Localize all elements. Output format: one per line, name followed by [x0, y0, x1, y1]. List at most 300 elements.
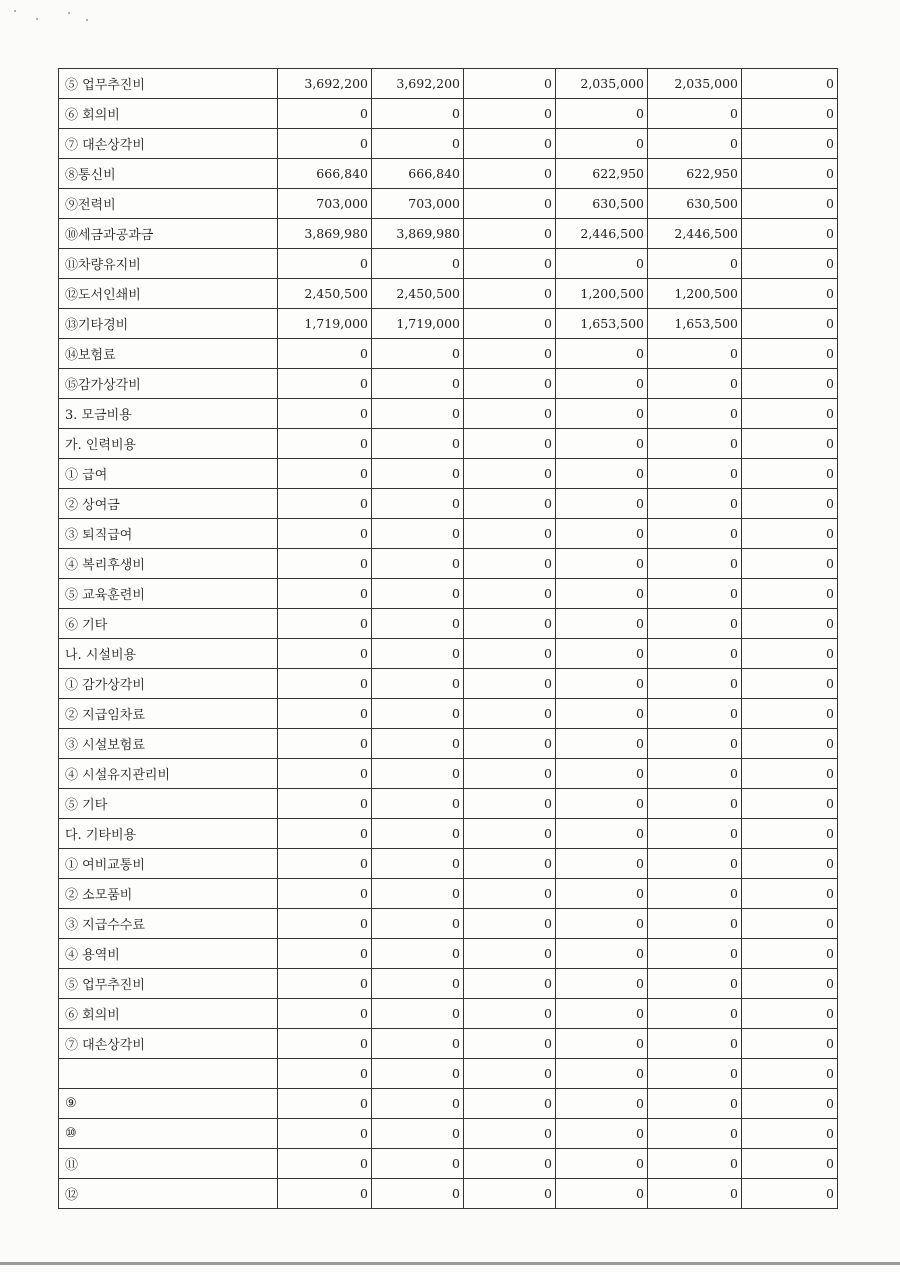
amount-cell: 0 [278, 879, 372, 909]
table-row [59, 159, 838, 189]
amount-cell: 0 [742, 1029, 838, 1059]
amount-cell: 0 [464, 819, 556, 849]
amount-cell: 0 [464, 129, 556, 159]
amount-cell: 1,653,500 [556, 309, 648, 339]
table-row [59, 909, 838, 939]
table-row [59, 249, 838, 279]
amount-cell: 0 [464, 69, 556, 99]
amount-cell: 0 [742, 129, 838, 159]
amount-cell: 0 [372, 1059, 464, 1089]
table-row [59, 1059, 838, 1089]
amount-cell: 0 [372, 429, 464, 459]
amount-cell: 0 [372, 1089, 464, 1119]
amount-cell: 0 [742, 1089, 838, 1119]
amount-cell: 0 [648, 669, 742, 699]
row-label: 3. 모금비용 [59, 399, 278, 429]
amount-cell: 2,035,000 [556, 69, 648, 99]
amount-cell: 0 [742, 699, 838, 729]
row-label: ⑤ 업무추진비 [59, 969, 278, 999]
amount-cell: 0 [278, 579, 372, 609]
amount-cell: 0 [742, 489, 838, 519]
amount-cell: 0 [742, 1119, 838, 1149]
amount-cell: 0 [648, 789, 742, 819]
table-row [59, 639, 838, 669]
amount-cell: 0 [464, 429, 556, 459]
amount-cell: 0 [556, 1089, 648, 1119]
row-label: ⑩세금과공과금 [59, 219, 278, 249]
amount-cell: 0 [742, 159, 838, 189]
amount-cell: 0 [372, 489, 464, 519]
amount-cell: 0 [372, 519, 464, 549]
amount-cell: 630,500 [648, 189, 742, 219]
row-label: ⑫도서인쇄비 [59, 279, 278, 309]
table-row [59, 399, 838, 429]
amount-cell: 0 [278, 339, 372, 369]
row-label: ⑤ 기타 [59, 789, 278, 819]
amount-cell: 0 [742, 189, 838, 219]
amount-cell: 0 [742, 969, 838, 999]
amount-cell: 0 [556, 1059, 648, 1089]
amount-cell: 0 [372, 699, 464, 729]
amount-cell: 0 [556, 129, 648, 159]
amount-cell: 0 [464, 549, 556, 579]
amount-cell: 0 [648, 639, 742, 669]
table-row [59, 879, 838, 909]
amount-cell: 0 [464, 1059, 556, 1089]
amount-cell: 0 [464, 489, 556, 519]
table-row [59, 1179, 838, 1209]
amount-cell: 0 [464, 669, 556, 699]
amount-cell: 1,719,000 [372, 309, 464, 339]
amount-cell: 0 [556, 1029, 648, 1059]
amount-cell: 0 [372, 579, 464, 609]
amount-cell: 0 [278, 639, 372, 669]
amount-cell: 3,692,200 [278, 69, 372, 99]
amount-cell: 0 [372, 549, 464, 579]
amount-cell: 0 [372, 459, 464, 489]
amount-cell: 0 [464, 969, 556, 999]
scan-speck [36, 18, 38, 20]
table-row [59, 99, 838, 129]
amount-cell: 0 [278, 129, 372, 159]
amount-cell: 0 [648, 1149, 742, 1179]
amount-cell: 0 [278, 849, 372, 879]
amount-cell: 0 [556, 729, 648, 759]
row-label: ⑥ 회의비 [59, 99, 278, 129]
amount-cell: 1,653,500 [648, 309, 742, 339]
amount-cell: 0 [464, 849, 556, 879]
amount-cell: 0 [372, 939, 464, 969]
amount-cell: 0 [742, 519, 838, 549]
amount-cell: 0 [742, 999, 838, 1029]
amount-cell: 0 [372, 339, 464, 369]
amount-cell: 0 [464, 519, 556, 549]
amount-cell: 0 [648, 579, 742, 609]
amount-cell: 0 [742, 1179, 838, 1209]
amount-cell: 630,500 [556, 189, 648, 219]
amount-cell: 0 [742, 1059, 838, 1089]
amount-cell: 2,446,500 [556, 219, 648, 249]
row-label: ⑦ 대손상각비 [59, 129, 278, 159]
amount-cell: 0 [278, 729, 372, 759]
amount-cell: 0 [648, 129, 742, 159]
amount-cell: 0 [464, 639, 556, 669]
amount-cell: 0 [464, 279, 556, 309]
amount-cell: 0 [278, 759, 372, 789]
scan-speck [68, 12, 70, 14]
amount-cell: 0 [464, 759, 556, 789]
table-row [59, 759, 838, 789]
amount-cell: 0 [556, 999, 648, 1029]
amount-cell: 0 [556, 519, 648, 549]
table-row [59, 849, 838, 879]
amount-cell: 0 [464, 609, 556, 639]
amount-cell: 0 [464, 189, 556, 219]
amount-cell: 0 [372, 249, 464, 279]
amount-cell: 0 [648, 819, 742, 849]
amount-cell: 0 [372, 609, 464, 639]
amount-cell: 0 [464, 1089, 556, 1119]
amount-cell: 3,869,980 [372, 219, 464, 249]
amount-cell: 0 [278, 1029, 372, 1059]
amount-cell: 0 [648, 549, 742, 579]
amount-cell: 666,840 [278, 159, 372, 189]
row-label: ⑥ 기타 [59, 609, 278, 639]
table-row [59, 969, 838, 999]
amount-cell: 0 [278, 999, 372, 1029]
row-label: ② 지급임차료 [59, 699, 278, 729]
amount-cell: 0 [278, 1149, 372, 1179]
amount-cell: 0 [464, 309, 556, 339]
row-label: ⑥ 회의비 [59, 999, 278, 1029]
amount-cell: 0 [556, 1179, 648, 1209]
table-row [59, 519, 838, 549]
row-label: ④ 복리후생비 [59, 549, 278, 579]
amount-cell: 0 [464, 459, 556, 489]
amount-cell: 0 [648, 609, 742, 639]
amount-cell: 0 [372, 1029, 464, 1059]
amount-cell: 0 [278, 669, 372, 699]
amount-cell: 0 [464, 729, 556, 759]
amount-cell: 0 [556, 249, 648, 279]
amount-cell: 0 [556, 789, 648, 819]
amount-cell: 0 [556, 819, 648, 849]
amount-cell: 0 [278, 969, 372, 999]
amount-cell: 0 [742, 639, 838, 669]
row-label: ⑦ 대손상각비 [59, 1029, 278, 1059]
amount-cell: 0 [742, 549, 838, 579]
amount-cell: 0 [372, 819, 464, 849]
amount-cell: 0 [742, 849, 838, 879]
row-label: ⑨전력비 [59, 189, 278, 219]
table-row [59, 489, 838, 519]
table-row [59, 939, 838, 969]
amount-cell: 0 [742, 819, 838, 849]
row-label [59, 1059, 278, 1089]
amount-cell: 3,869,980 [278, 219, 372, 249]
amount-cell: 0 [556, 909, 648, 939]
amount-cell: 0 [278, 489, 372, 519]
amount-cell: 0 [648, 519, 742, 549]
amount-cell: 0 [372, 369, 464, 399]
table-row [59, 69, 838, 99]
amount-cell: 0 [372, 909, 464, 939]
amount-cell: 0 [372, 789, 464, 819]
row-label: ⑧통신비 [59, 159, 278, 189]
table-row [59, 219, 838, 249]
amount-cell: 0 [372, 879, 464, 909]
amount-cell: 0 [278, 249, 372, 279]
row-label: 나. 시설비용 [59, 639, 278, 669]
amount-cell: 0 [648, 459, 742, 489]
amount-cell: 0 [278, 459, 372, 489]
amount-cell: 0 [556, 939, 648, 969]
amount-cell: 0 [742, 939, 838, 969]
row-label: ⑤ 교육훈련비 [59, 579, 278, 609]
amount-cell: 0 [278, 399, 372, 429]
amount-cell: 0 [278, 819, 372, 849]
amount-cell: 0 [648, 759, 742, 789]
table-row [59, 189, 838, 219]
amount-cell: 0 [556, 549, 648, 579]
amount-cell: 2,450,500 [278, 279, 372, 309]
amount-cell: 0 [648, 699, 742, 729]
row-label: 다. 기타비용 [59, 819, 278, 849]
amount-cell: 0 [464, 159, 556, 189]
row-label: ⑮감가상각비 [59, 369, 278, 399]
table-row [59, 1149, 838, 1179]
amount-cell: 0 [648, 969, 742, 999]
page-bottom-edge [0, 1262, 900, 1265]
amount-cell: 0 [556, 339, 648, 369]
table-row [59, 129, 838, 159]
amount-cell: 0 [556, 879, 648, 909]
row-label: ③ 퇴직급여 [59, 519, 278, 549]
amount-cell: 0 [278, 1059, 372, 1089]
table-row [59, 999, 838, 1029]
amount-cell: 0 [648, 1089, 742, 1119]
amount-cell: 0 [372, 129, 464, 159]
amount-cell: 0 [372, 99, 464, 129]
amount-cell: 0 [556, 849, 648, 879]
amount-cell: 0 [464, 1179, 556, 1209]
amount-cell: 0 [556, 639, 648, 669]
amount-cell: 0 [742, 669, 838, 699]
amount-cell: 0 [278, 789, 372, 819]
amount-cell: 622,950 [556, 159, 648, 189]
amount-cell: 0 [742, 399, 838, 429]
amount-cell: 0 [278, 699, 372, 729]
amount-cell: 0 [278, 939, 372, 969]
amount-cell: 0 [742, 339, 838, 369]
amount-cell: 0 [372, 399, 464, 429]
row-label: ① 급여 [59, 459, 278, 489]
amount-cell: 0 [464, 879, 556, 909]
amount-cell: 0 [372, 999, 464, 1029]
row-label: ⑬기타경비 [59, 309, 278, 339]
amount-cell: 0 [464, 219, 556, 249]
table-row [59, 309, 838, 339]
table-row [59, 1089, 838, 1119]
amount-cell: 0 [648, 339, 742, 369]
amount-cell: 0 [372, 639, 464, 669]
amount-cell: 0 [648, 489, 742, 519]
table-row [59, 459, 838, 489]
amount-cell: 0 [278, 609, 372, 639]
amount-cell: 2,450,500 [372, 279, 464, 309]
amount-cell: 703,000 [278, 189, 372, 219]
table-row [59, 1119, 838, 1149]
table-row [59, 369, 838, 399]
row-label: ① 여비교통비 [59, 849, 278, 879]
amount-cell: 0 [742, 1149, 838, 1179]
amount-cell: 1,200,500 [648, 279, 742, 309]
amount-cell: 0 [648, 429, 742, 459]
amount-cell: 0 [372, 669, 464, 699]
amount-cell: 0 [464, 99, 556, 129]
amount-cell: 0 [648, 399, 742, 429]
amount-cell: 0 [278, 519, 372, 549]
expense-table-body [59, 69, 838, 1209]
amount-cell: 0 [742, 249, 838, 279]
amount-cell: 0 [464, 999, 556, 1029]
row-label: ⑪차량유지비 [59, 249, 278, 279]
amount-cell: 622,950 [648, 159, 742, 189]
row-label: ① 감가상각비 [59, 669, 278, 699]
amount-cell: 0 [556, 429, 648, 459]
table-row [59, 819, 838, 849]
amount-cell: 0 [648, 99, 742, 129]
amount-cell: 0 [278, 1179, 372, 1209]
amount-cell: 0 [278, 1089, 372, 1119]
amount-cell: 0 [464, 369, 556, 399]
amount-cell: 0 [742, 729, 838, 759]
amount-cell: 0 [648, 879, 742, 909]
amount-cell: 0 [648, 729, 742, 759]
table-row [59, 609, 838, 639]
amount-cell: 1,719,000 [278, 309, 372, 339]
row-label: ⑤ 업무추진비 [59, 69, 278, 99]
amount-cell: 0 [464, 1149, 556, 1179]
amount-cell: 0 [742, 219, 838, 249]
amount-cell: 0 [464, 939, 556, 969]
amount-cell: 0 [464, 699, 556, 729]
amount-cell: 0 [648, 1059, 742, 1089]
amount-cell: 0 [372, 969, 464, 999]
amount-cell: 2,446,500 [648, 219, 742, 249]
table-row [59, 279, 838, 309]
amount-cell: 0 [742, 879, 838, 909]
amount-cell: 0 [742, 609, 838, 639]
amount-cell: 0 [372, 849, 464, 879]
row-label: ⑪ [59, 1149, 278, 1179]
amount-cell: 0 [648, 939, 742, 969]
amount-cell: 0 [372, 729, 464, 759]
scan-speck [86, 19, 88, 21]
row-label: ⑩ [59, 1119, 278, 1149]
amount-cell: 0 [464, 399, 556, 429]
amount-cell: 0 [648, 1029, 742, 1059]
amount-cell: 0 [556, 969, 648, 999]
table-row [59, 429, 838, 459]
amount-cell: 0 [278, 429, 372, 459]
expense-table [58, 68, 838, 1209]
amount-cell: 0 [278, 369, 372, 399]
amount-cell: 0 [556, 459, 648, 489]
amount-cell: 0 [648, 369, 742, 399]
table-row [59, 699, 838, 729]
amount-cell: 0 [742, 759, 838, 789]
amount-cell: 0 [742, 279, 838, 309]
amount-cell: 0 [278, 99, 372, 129]
amount-cell: 0 [742, 309, 838, 339]
amount-cell: 0 [742, 789, 838, 819]
amount-cell: 0 [556, 609, 648, 639]
amount-cell: 0 [742, 369, 838, 399]
amount-cell: 0 [464, 1119, 556, 1149]
amount-cell: 703,000 [372, 189, 464, 219]
amount-cell: 0 [742, 69, 838, 99]
table-row [59, 729, 838, 759]
table-row [59, 549, 838, 579]
amount-cell: 0 [464, 579, 556, 609]
amount-cell: 0 [648, 1119, 742, 1149]
amount-cell: 3,692,200 [372, 69, 464, 99]
amount-cell: 0 [742, 909, 838, 939]
table-row [59, 669, 838, 699]
amount-cell: 0 [556, 759, 648, 789]
amount-cell: 0 [556, 99, 648, 129]
table-row [59, 579, 838, 609]
amount-cell: 0 [648, 1179, 742, 1209]
amount-cell: 0 [278, 909, 372, 939]
amount-cell: 2,035,000 [648, 69, 742, 99]
amount-cell: 0 [742, 99, 838, 129]
scan-speck [14, 10, 16, 12]
amount-cell: 0 [742, 579, 838, 609]
amount-cell: 0 [556, 669, 648, 699]
amount-cell: 0 [648, 249, 742, 279]
amount-cell: 0 [648, 909, 742, 939]
row-label: ③ 지급수수료 [59, 909, 278, 939]
amount-cell: 0 [556, 489, 648, 519]
row-label: ③ 시설보험료 [59, 729, 278, 759]
amount-cell: 0 [372, 1179, 464, 1209]
amount-cell: 0 [278, 1119, 372, 1149]
amount-cell: 0 [556, 579, 648, 609]
amount-cell: 0 [464, 909, 556, 939]
row-label: 가. 인력비용 [59, 429, 278, 459]
amount-cell: 0 [372, 1149, 464, 1179]
amount-cell: 0 [464, 249, 556, 279]
table-row [59, 789, 838, 819]
amount-cell: 0 [464, 1029, 556, 1059]
amount-cell: 0 [556, 1119, 648, 1149]
amount-cell: 0 [556, 399, 648, 429]
row-label: ⑨ [59, 1089, 278, 1119]
amount-cell: 0 [372, 759, 464, 789]
table-row [59, 1029, 838, 1059]
row-label: ⑭보험료 [59, 339, 278, 369]
row-label: ⑫ [59, 1179, 278, 1209]
amount-cell: 0 [278, 549, 372, 579]
amount-cell: 0 [556, 1149, 648, 1179]
amount-cell: 0 [556, 699, 648, 729]
row-label: ④ 용역비 [59, 939, 278, 969]
amount-cell: 0 [742, 429, 838, 459]
amount-cell: 0 [648, 999, 742, 1029]
amount-cell: 0 [556, 369, 648, 399]
